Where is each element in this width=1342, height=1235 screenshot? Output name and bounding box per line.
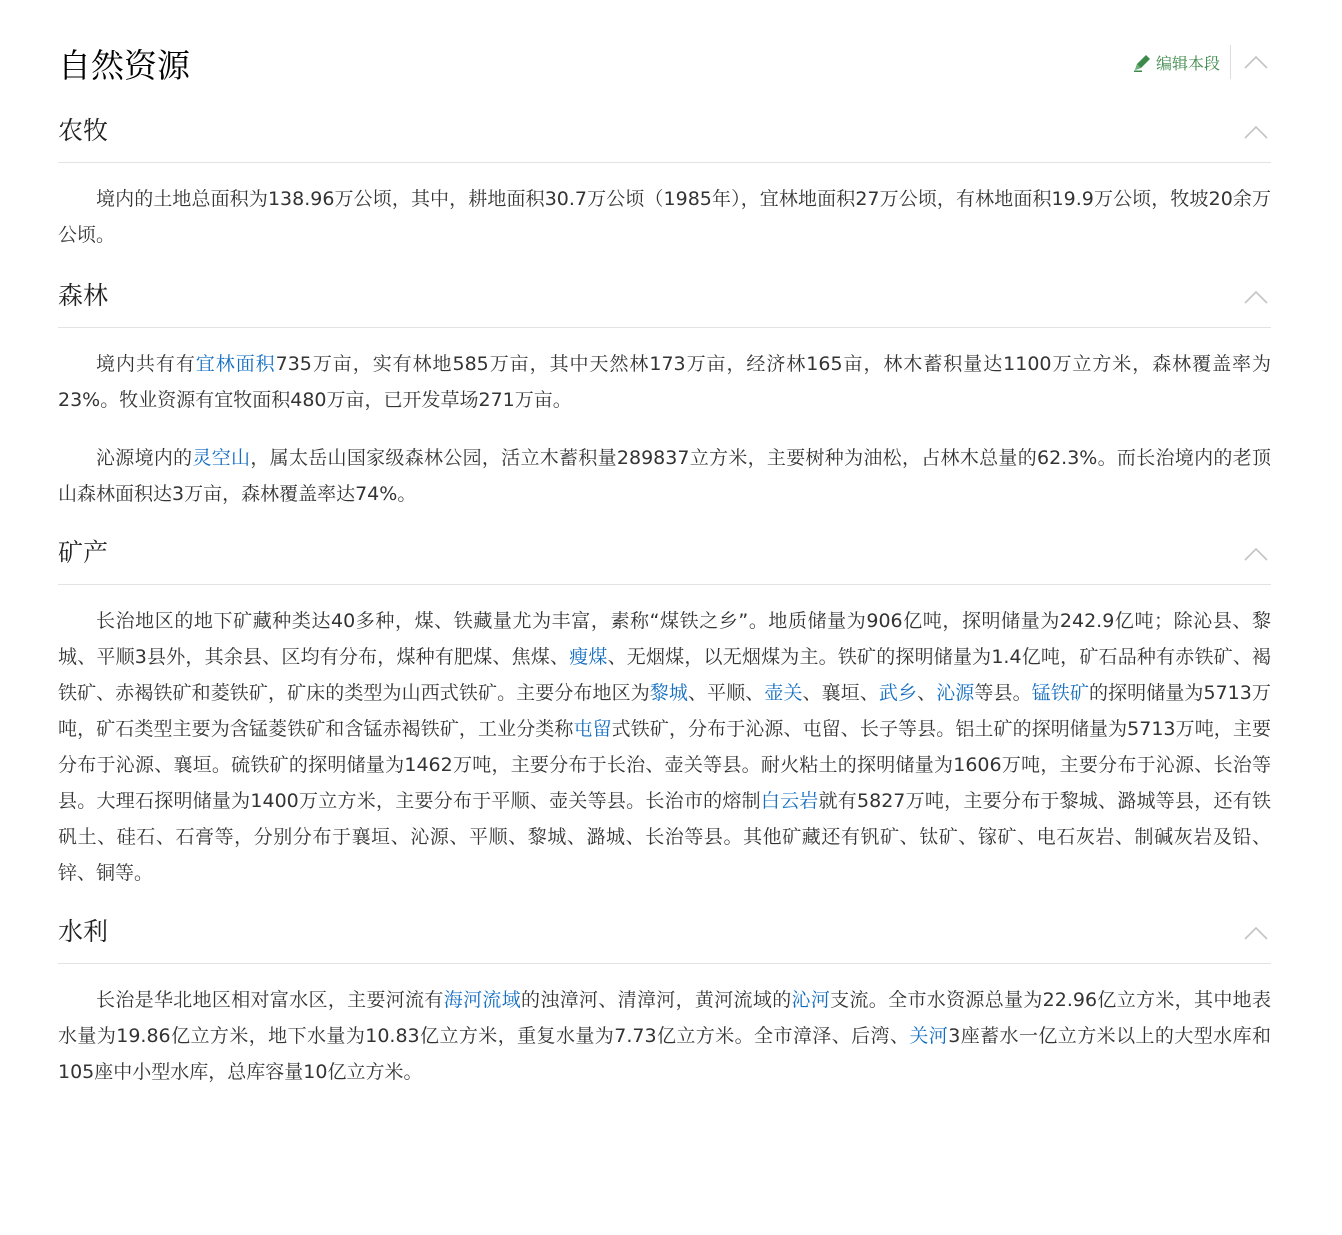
inline-link[interactable]: 海河流域 [443,989,522,1011]
text-run: 、无烟煤，以无烟煤为主。铁矿的探明储量为1.4亿吨，矿石品种有赤铁矿、褐铁矿、赤褐铁矿和菱铁矿，矿床的类型为山西式铁矿。主要分布地区为 [58,646,1272,704]
text-run: 的探明储量为5713万吨，矿石类型主要为含锰菱铁矿和含锰赤褐铁矿，工业分类称 [58,682,1271,740]
chevron-up-icon[interactable] [1243,289,1269,305]
section-body [58,328,1271,512]
inline-link[interactable]: 黎城 [649,682,688,704]
text-run: 、平顺、 [687,682,765,704]
text-run: 长治地区的地下矿藏种类达40多种，煤、铁藏量尤为丰富，素称“煤铁之乡”。地质储量为906亿吨，探明储量为242.9亿吨；除沁县、黎城、平顺3县外，其余县、区均有分布，煤种有肥煤、焦煤、 [58,610,1271,668]
inline-link[interactable]: 武乡 [878,682,918,704]
section-body [58,585,1271,891]
text-run: 支流。全市水资源总量为22.96亿立方米，其中地表水量为19.86亿立方米，地下水量为10.83亿立方米，重复水量为7.73亿立方米。全市漳泽、后湾、 [58,989,1271,1047]
chevron-up-icon[interactable] [1243,546,1269,562]
section-nongmu [58,110,1271,253]
paragraph [58,982,1271,1090]
inline-link[interactable]: 白云岩 [760,790,819,812]
paragraph [58,603,1271,891]
inline-link[interactable]: 沁河 [791,989,831,1011]
text-run: 境内的土地总面积为138.96万公顷，其中，耕地面积30.7万公顷（1985年），宜林地面积27万公顷，有林地面积19.9万公顷，牧坡20余万公顷。 [58,188,1271,246]
inline-link[interactable]: 沁源 [936,682,975,704]
text-run: 735万亩，实有林地585万亩，其中天然林173万亩，经济林165亩，林木蓄积量达1100万立方米，森林覆盖率为23%。牧业资源有宜牧面积480万亩，已开发草场271万亩。 [58,353,1271,411]
chevron-up-icon[interactable] [1243,925,1269,941]
chevron-up-icon[interactable] [1243,54,1269,70]
text-run: 式铁矿，分布于沁源、屯留、长子等县。铝土矿的探明储量为5713万吨，主要分布于沁源、襄垣。硫铁矿的探明储量为1462万吨，主要分布于长治、壶关等县。耐火粘土的探明储量为1606万吨，主要分布于沁源、长治等县。大理石探明储量为1400万立方米，主要分布于平顺、壶关等县。长治市的熔制 [58,718,1271,812]
edit-section-button[interactable] [1132,51,1220,74]
section-body [58,964,1271,1090]
text-run: 长治是华北地区相对富水区，主要河流有 [96,989,444,1011]
inline-link[interactable]: 壶关 [764,682,803,704]
section-senlin [58,275,1271,512]
edit-section-label: 编辑本段 [1155,53,1220,73]
page-title: 自然资源 [58,46,190,85]
section-title: 水利 [58,917,109,946]
section-body [58,163,1271,253]
section-header [58,532,1271,585]
text-run: ，属太岳山国家级森林公园，活立木蓄积量289837立方米，主要树种为油松，占林木总量的62.3%。而长治境内的老顶山森林面积达3万亩，森林覆盖率达74%。 [58,447,1271,505]
paragraph [58,440,1271,512]
article-header [58,0,1271,110]
text-run: 、襄垣、 [802,682,879,704]
section-header [58,110,1271,163]
divider [1230,45,1231,79]
section-title: 农牧 [58,116,109,145]
text-run: 3座蓄水一亿立方米以上的大型水库和105座中小型水库，总库容量10亿立方米。 [58,1025,1271,1083]
inline-link[interactable]: 关河 [909,1025,949,1047]
text-run: 沁源境内的 [96,447,193,469]
text-run: 就有5827万吨，主要分布于黎城、潞城等县，还有铁矾土、硅石、石膏等，分别分布于襄垣、沁源、平顺、黎城、潞城、长治等县。其他矿藏还有钒矿、钛矿、镓矿、电石灰岩、制碱灰岩及铅、锌、铜等。 [58,790,1271,884]
header-actions [1132,44,1269,80]
section-title: 森林 [58,281,109,310]
text-run: 境内共有有 [96,353,196,375]
chevron-up-icon[interactable] [1243,124,1269,140]
inline-link[interactable]: 屯留 [573,718,612,740]
inline-link[interactable]: 瘦煤 [569,646,608,668]
section-header [58,275,1271,328]
text-run: 等县。 [974,682,1032,704]
paragraph [58,181,1271,253]
text-run: 的浊漳河、清漳河，黄河流域的 [521,989,792,1011]
article [58,0,1271,1090]
section-title: 矿产 [58,538,109,567]
section-shuili [58,911,1271,1090]
inline-link[interactable]: 灵空山 [192,447,251,469]
inline-link[interactable]: 宜林面积 [195,353,276,375]
text-run: 、 [917,682,937,704]
section-kuangchan [58,532,1271,891]
pencil-icon [1132,51,1154,73]
paragraph [58,346,1271,418]
section-header [58,911,1271,964]
inline-link[interactable]: 锰铁矿 [1031,682,1089,704]
